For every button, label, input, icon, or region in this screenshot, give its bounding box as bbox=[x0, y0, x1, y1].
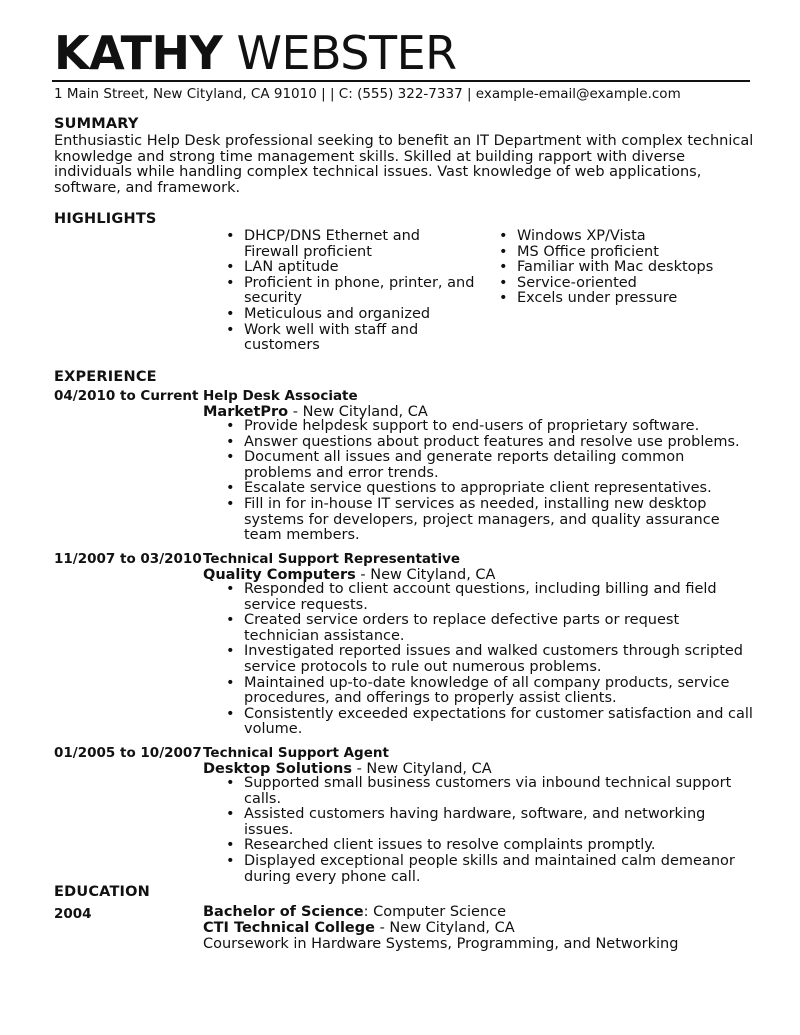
list-item: • Escalate service questions to appropriate client representatives. bbox=[226, 481, 756, 497]
job-title: Help Desk Associate bbox=[203, 388, 358, 404]
company-name: MarketPro bbox=[203, 404, 289, 420]
list-item: • Displayed exceptional people skills and maintained calm demeanor during every phone call. bbox=[226, 854, 756, 885]
list-item: • Researched client issues to resolve complaints promptly. bbox=[226, 838, 756, 854]
highlights-heading: HIGHLIGHTS bbox=[54, 211, 157, 227]
education-year: 2004 bbox=[54, 906, 92, 922]
list-item: • Provide helpdesk support to end-users of proprietary software. bbox=[226, 419, 756, 435]
contact-line: 1 Main Street, New Cityland, CA 91010 | | C: (555) 322-7337 | example-email@example.com bbox=[54, 86, 681, 102]
job-dates: 01/2005 to 10/2007 bbox=[54, 745, 202, 761]
coursework: Coursework in Hardware Systems, Programming, and Networking bbox=[203, 936, 679, 952]
job-duties bbox=[226, 776, 756, 885]
list-item: • Responded to client account questions, including billing and field service requests. bbox=[226, 582, 756, 613]
company-name: Quality Computers bbox=[203, 567, 356, 583]
school-line bbox=[203, 920, 678, 936]
company-name: Desktop Solutions bbox=[203, 761, 352, 777]
list-item: • Proficient in phone, printer, and security bbox=[226, 276, 476, 307]
job-dates: 11/2007 to 03/2010 bbox=[54, 551, 202, 567]
list-item: • Supported small business customers via inbound technical support calls. bbox=[226, 776, 756, 807]
degree: Bachelor of Science bbox=[203, 904, 364, 920]
last-name: WEBSTER bbox=[236, 26, 457, 80]
highlights-list-left bbox=[226, 229, 476, 354]
list-item: • Document all issues and generate reports detailing common problems and error trends. bbox=[226, 450, 756, 481]
degree-field: : Computer Science bbox=[363, 904, 507, 920]
list-item: • Windows XP/Vista bbox=[499, 229, 749, 245]
company-location: - New Cityland, CA bbox=[288, 404, 428, 420]
company-location: - New Cityland, CA bbox=[355, 567, 496, 583]
list-item: • Investigated reported issues and walked customers through scripted service protocols to rule out numerous problems. bbox=[226, 644, 756, 675]
list-item: • Maintained up-to-date knowledge of all company products, service procedures, and offerings to properly assist clients. bbox=[226, 676, 756, 707]
summary-text: Enthusiastic Help Desk professional seeking to benefit an IT Department with complex technical knowledge and strong time management skills. Skilled at building rapport with diverse individuals while handling complex technical issues. Vast knowledge of web applications, software, and framework. bbox=[54, 133, 754, 196]
list-item: • DHCP/DNS Ethernet and Firewall proficient bbox=[226, 229, 476, 260]
company-location: - New Cityland, CA bbox=[351, 761, 492, 777]
list-item: • Answer questions about product features and resolve use problems. bbox=[226, 435, 756, 451]
job-duties bbox=[226, 582, 756, 738]
list-item: • Excels under pressure bbox=[499, 291, 749, 307]
highlights-list-right bbox=[499, 229, 749, 307]
list-item: • Work well with staff and customers bbox=[226, 323, 476, 354]
list-item: • Meticulous and organized bbox=[226, 307, 476, 323]
job-dates: 04/2010 to Current bbox=[54, 388, 199, 404]
summary-heading: SUMMARY bbox=[54, 116, 139, 132]
list-item: • Service-oriented bbox=[499, 276, 749, 292]
candidate-name bbox=[54, 26, 457, 80]
job-title: Technical Support Agent bbox=[203, 745, 389, 761]
list-item: • Consistently exceeded expectations for customer satisfaction and call volume. bbox=[226, 707, 756, 738]
list-item: • Fill in for in-house IT services as needed, installing new desktop systems for developers, project managers, and quality assurance team members. bbox=[226, 497, 756, 544]
first-name: KATHY bbox=[54, 26, 223, 80]
list-item: • Created service orders to replace defective parts or request technician assistance. bbox=[226, 613, 756, 644]
education-heading: EDUCATION bbox=[54, 884, 151, 900]
header-divider bbox=[52, 80, 750, 82]
list-item: • Familiar with Mac desktops bbox=[499, 260, 749, 276]
list-item: • LAN aptitude bbox=[226, 260, 476, 276]
school-name: CTI Technical College bbox=[203, 920, 375, 936]
list-item: • Assisted customers having hardware, software, and networking issues. bbox=[226, 807, 756, 838]
list-item: • MS Office proficient bbox=[499, 245, 749, 261]
experience-heading: EXPERIENCE bbox=[54, 369, 157, 385]
education-details bbox=[203, 904, 678, 952]
degree-line bbox=[203, 904, 678, 920]
job-title: Technical Support Representative bbox=[203, 551, 461, 567]
job-duties bbox=[226, 419, 756, 544]
school-location: - New Cityland, CA bbox=[374, 920, 515, 936]
